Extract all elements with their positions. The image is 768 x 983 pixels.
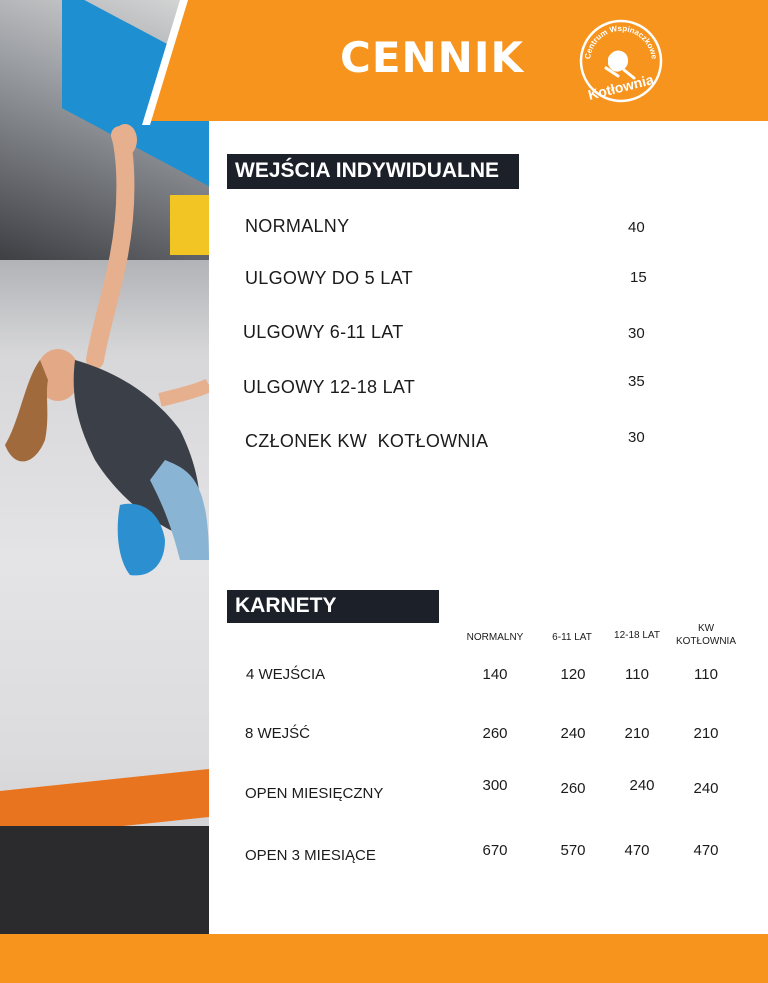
logo-arc-text: Centrum Wspinaczkowe xyxy=(583,23,659,60)
karnet-price: 210 xyxy=(624,725,650,742)
karnet-price: 570 xyxy=(560,842,586,859)
footer-bar xyxy=(0,934,768,983)
column-header: NORMALNY xyxy=(466,632,524,643)
karnet-price: 110 xyxy=(694,666,718,683)
karnet-price: 260 xyxy=(560,780,586,797)
individual-row-label: NORMALNY xyxy=(245,216,350,236)
karnet-price: 260 xyxy=(482,725,508,742)
section-header-karnety: KARNETY xyxy=(227,590,439,623)
individual-row-price: 30 xyxy=(628,429,645,446)
karnet-row-label: 4 WEJŚCIA xyxy=(246,666,326,683)
karnet-row-label: OPEN 3 MIESIĄCE xyxy=(245,847,376,864)
column-header: 6-11 LAT xyxy=(552,632,592,643)
column-header: KW KOTŁOWNIA xyxy=(675,623,736,647)
individual-row-label: CZŁONEK KW KOTŁOWNIA xyxy=(245,431,489,451)
karnet-price: 210 xyxy=(693,725,719,742)
karnet-price: 300 xyxy=(482,777,508,794)
individual-row-price: 35 xyxy=(628,373,645,390)
karnet-price: 470 xyxy=(693,842,719,859)
karnet-price: 670 xyxy=(482,842,508,859)
karnet-price: 240 xyxy=(560,725,586,742)
karnet-price: 140 xyxy=(482,666,508,683)
karnet-price: 120 xyxy=(560,666,586,683)
individual-row-label: ULGOWY 12-18 LAT xyxy=(243,377,416,397)
individual-row-price: 40 xyxy=(628,219,645,236)
karnet-row-label: OPEN MIESIĘCZNY xyxy=(245,785,384,802)
individual-row-label: ULGOWY 6-11 LAT xyxy=(243,322,404,342)
karnet-price: 110 xyxy=(625,666,649,683)
karnet-row-label: 8 WEJŚĆ xyxy=(245,725,311,742)
individual-row-label: ULGOWY DO 5 LAT xyxy=(245,268,413,288)
climber-photo xyxy=(0,0,209,934)
karnet-price: 470 xyxy=(624,842,650,859)
climber-figure xyxy=(0,0,209,934)
page-title: CENNIK xyxy=(340,33,524,82)
karnet-price: 240 xyxy=(693,780,719,797)
individual-row-price: 30 xyxy=(628,325,645,342)
individual-row-price: 15 xyxy=(630,269,647,286)
kotlownia-logo xyxy=(578,18,664,104)
logo-name: Kotłownia xyxy=(586,71,656,103)
column-header: 12-18 LAT xyxy=(614,630,660,641)
karnet-price: 240 xyxy=(629,777,655,794)
section-header-individual: WEJŚCIA INDYWIDUALNE xyxy=(227,154,519,189)
